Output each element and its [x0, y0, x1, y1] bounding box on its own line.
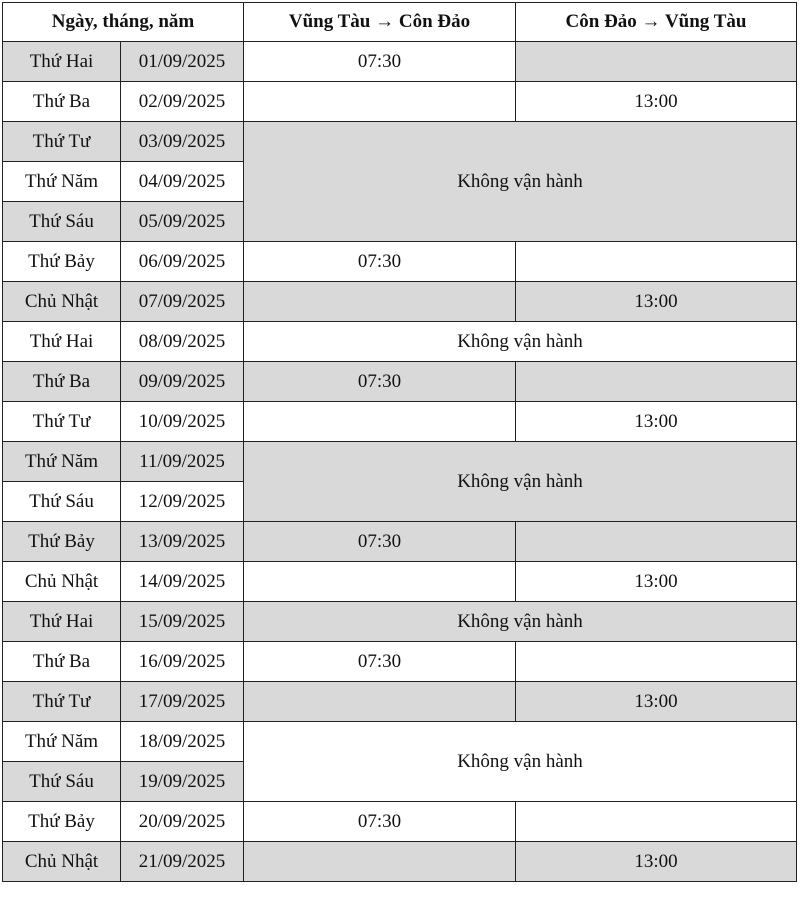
date-column-header: Ngày, tháng, năm	[3, 3, 244, 42]
departure-cd-vt-cell: 13:00	[516, 82, 797, 122]
weekday-cell: Thứ Ba	[3, 642, 121, 682]
weekday-cell: Thứ Bảy	[3, 242, 121, 282]
date-cell: 12/09/2025	[121, 482, 244, 522]
departure-vt-cd-cell: 07:30	[244, 522, 516, 562]
vung-tau-to-con-dao-header: Vũng Tàu → Côn Đảo	[244, 3, 516, 42]
table-row	[3, 802, 797, 842]
departure-cd-vt-cell	[516, 802, 797, 842]
table-row	[3, 322, 797, 362]
table-row	[3, 522, 797, 562]
departure-vt-cd-cell	[244, 282, 516, 322]
date-cell: 01/09/2025	[121, 42, 244, 82]
table-row	[3, 282, 797, 322]
departure-cd-vt-cell	[516, 642, 797, 682]
weekday-cell: Thứ Hai	[3, 42, 121, 82]
date-cell: 15/09/2025	[121, 602, 244, 642]
departure-cd-vt-cell	[516, 242, 797, 282]
weekday-cell: Thứ Tư	[3, 682, 121, 722]
departure-vt-cd-cell: 07:30	[244, 362, 516, 402]
table-row	[3, 722, 797, 762]
weekday-cell: Thứ Tư	[3, 402, 121, 442]
departure-vt-cd-cell	[244, 682, 516, 722]
departure-vt-cd-cell: 07:30	[244, 42, 516, 82]
weekday-cell: Chủ Nhật	[3, 842, 121, 882]
departure-vt-cd-cell: 07:30	[244, 802, 516, 842]
date-cell: 19/09/2025	[121, 762, 244, 802]
weekday-cell: Thứ Năm	[3, 162, 121, 202]
departure-vt-cd-cell: 07:30	[244, 642, 516, 682]
departure-vt-cd-cell	[244, 402, 516, 442]
weekday-cell: Chủ Nhật	[3, 282, 121, 322]
table-row	[3, 242, 797, 282]
date-cell: 14/09/2025	[121, 562, 244, 602]
weekday-cell: Thứ Sáu	[3, 762, 121, 802]
date-cell: 17/09/2025	[121, 682, 244, 722]
departure-vt-cd-cell: 07:30	[244, 242, 516, 282]
weekday-cell: Chủ Nhật	[3, 562, 121, 602]
no-service-cell: Không vận hành	[244, 442, 797, 522]
no-service-cell: Không vận hành	[244, 122, 797, 242]
header-row	[3, 3, 797, 42]
date-cell: 09/09/2025	[121, 362, 244, 402]
weekday-cell: Thứ Hai	[3, 322, 121, 362]
date-cell: 16/09/2025	[121, 642, 244, 682]
date-cell: 13/09/2025	[121, 522, 244, 562]
departure-cd-vt-cell	[516, 522, 797, 562]
date-cell: 03/09/2025	[121, 122, 244, 162]
date-cell: 06/09/2025	[121, 242, 244, 282]
weekday-cell: Thứ Sáu	[3, 482, 121, 522]
date-cell: 20/09/2025	[121, 802, 244, 842]
ferry-schedule-table	[2, 2, 797, 882]
weekday-cell: Thứ Năm	[3, 442, 121, 482]
table-row	[3, 642, 797, 682]
weekday-cell: Thứ Năm	[3, 722, 121, 762]
departure-cd-vt-cell: 13:00	[516, 682, 797, 722]
weekday-cell: Thứ Bảy	[3, 802, 121, 842]
departure-cd-vt-cell: 13:00	[516, 842, 797, 882]
table-row	[3, 122, 797, 162]
weekday-cell: Thứ Ba	[3, 362, 121, 402]
no-service-cell: Không vận hành	[244, 722, 797, 802]
table-row	[3, 682, 797, 722]
no-service-cell: Không vận hành	[244, 602, 797, 642]
con-dao-to-vung-tau-header: Côn Đảo → Vũng Tàu	[516, 3, 797, 42]
table-row	[3, 82, 797, 122]
date-cell: 02/09/2025	[121, 82, 244, 122]
date-cell: 21/09/2025	[121, 842, 244, 882]
date-cell: 04/09/2025	[121, 162, 244, 202]
departure-cd-vt-cell: 13:00	[516, 282, 797, 322]
departure-cd-vt-cell: 13:00	[516, 402, 797, 442]
departure-cd-vt-cell: 13:00	[516, 562, 797, 602]
table-row	[3, 602, 797, 642]
no-service-cell: Không vận hành	[244, 322, 797, 362]
departure-vt-cd-cell	[244, 82, 516, 122]
weekday-cell: Thứ Ba	[3, 82, 121, 122]
date-cell: 10/09/2025	[121, 402, 244, 442]
date-cell: 05/09/2025	[121, 202, 244, 242]
date-cell: 18/09/2025	[121, 722, 244, 762]
table-row	[3, 402, 797, 442]
departure-vt-cd-cell	[244, 842, 516, 882]
departure-cd-vt-cell	[516, 42, 797, 82]
table-row	[3, 842, 797, 882]
departure-cd-vt-cell	[516, 362, 797, 402]
table-row	[3, 562, 797, 602]
table-row	[3, 362, 797, 402]
weekday-cell: Thứ Tư	[3, 122, 121, 162]
weekday-cell: Thứ Hai	[3, 602, 121, 642]
weekday-cell: Thứ Bảy	[3, 522, 121, 562]
weekday-cell: Thứ Sáu	[3, 202, 121, 242]
table-row	[3, 42, 797, 82]
date-cell: 07/09/2025	[121, 282, 244, 322]
date-cell: 08/09/2025	[121, 322, 244, 362]
table-row	[3, 442, 797, 482]
date-cell: 11/09/2025	[121, 442, 244, 482]
departure-vt-cd-cell	[244, 562, 516, 602]
